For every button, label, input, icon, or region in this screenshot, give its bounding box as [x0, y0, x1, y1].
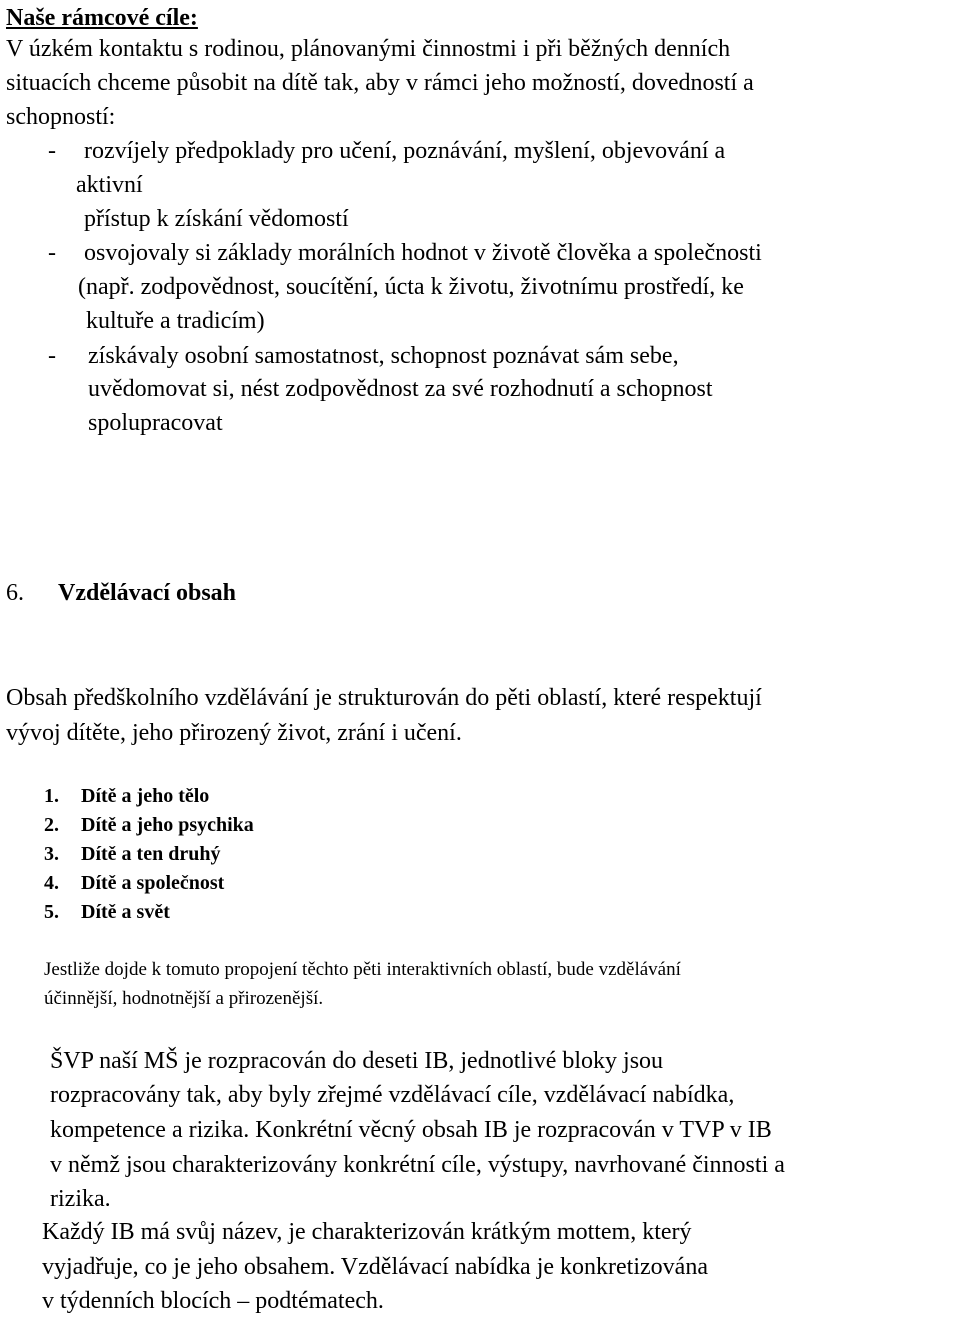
note-line-1: Jestliže dojde k tomuto propojení těchto pěti interaktivních oblastí, bude vzdělávání [44, 959, 681, 980]
area-label: Dítě a jeho tělo [81, 785, 210, 807]
goal-item-2-line-3: kultuře a tradicím) [86, 308, 265, 334]
goals-intro-line-1: V úzkém kontaktu s rodinou, plánovanými činnostmi i při běžných denních [6, 36, 731, 62]
svp-line-4: v němž jsou charakterizovány konkrétní cíle, výstupy, navrhované činnosti a [50, 1152, 785, 1178]
area-label: Dítě a svět [81, 901, 170, 923]
list-dash: - [48, 138, 56, 164]
area-number: 3. [44, 843, 59, 865]
svp-line-3: kompetence a rizika. Konkrétní věcný obsah IB je rozpracován v TVP v IB [50, 1117, 772, 1143]
goal-item-3-line-2: uvědomovat si, nést zodpovědnost za své rozhodnutí a schopnost [88, 376, 713, 402]
svp-line-1: ŠVP naší MŠ je rozpracován do deseti IB, jednotlivé bloky jsou [50, 1048, 664, 1074]
goal-item-1-line-2: aktivní [76, 172, 143, 198]
goal-item-1-line-1: rozvíjely předpoklady pro učení, poznávání, myšlení, objevování a [84, 138, 726, 164]
area-number: 4. [44, 872, 59, 894]
area-label: Dítě a jeho psychika [81, 814, 254, 836]
area-number: 2. [44, 814, 59, 836]
svp-line-2: rozpracovány tak, aby byly zřejmé vzdělávací cíle, vzdělávací nabídka, [50, 1082, 735, 1108]
area-label: Dítě a ten druhý [81, 843, 221, 865]
list-dash: - [48, 240, 56, 266]
goal-item-2-line-2: (např. zodpovědnost, soucítění, úcta k životu, životnímu prostředí, ke [78, 274, 744, 300]
goals-intro-line-3: schopností: [6, 104, 116, 130]
section-title: Vzdělávací obsah [58, 580, 237, 606]
area-label: Dítě a společnost [81, 872, 225, 894]
goal-item-2-line-1: osvojovaly si základy morálních hodnot v životě člověka a společnosti [84, 240, 762, 266]
note-line-2: účinnější, hodnotnější a přirozenější. [44, 988, 324, 1009]
goals-heading: Naše rámcové cíle: [6, 5, 198, 31]
ib-line-2: vyjadřuje, co je jeho obsahem. Vzdělávací nabídka je konkretizována [42, 1254, 708, 1280]
area-number: 5. [44, 901, 59, 923]
goal-item-3-line-3: spolupracovat [88, 410, 223, 436]
list-dash: - [48, 343, 56, 369]
content-intro-line-2: vývoj dítěte, jeho přirozený život, zrání i učení. [6, 720, 462, 746]
ib-line-3: v týdenních blocích – podtématech. [42, 1288, 384, 1314]
svp-line-5: rizika. [50, 1186, 111, 1212]
section-number: 6. [6, 580, 24, 606]
goal-item-1-line-3: přístup k získání vědomostí [84, 206, 349, 232]
goals-intro-line-2: situacích chceme působit na dítě tak, aby v rámci jeho možností, dovedností a [6, 70, 754, 96]
content-intro-line-1: Obsah předškolního vzdělávání je strukturován do pěti oblastí, které respektují [6, 685, 762, 711]
area-number: 1. [44, 785, 59, 807]
ib-line-1: Každý IB má svůj název, je charakterizován krátkým mottem, který [42, 1219, 692, 1245]
goal-item-3-line-1: získávaly osobní samostatnost, schopnost poznávat sám sebe, [88, 343, 679, 369]
